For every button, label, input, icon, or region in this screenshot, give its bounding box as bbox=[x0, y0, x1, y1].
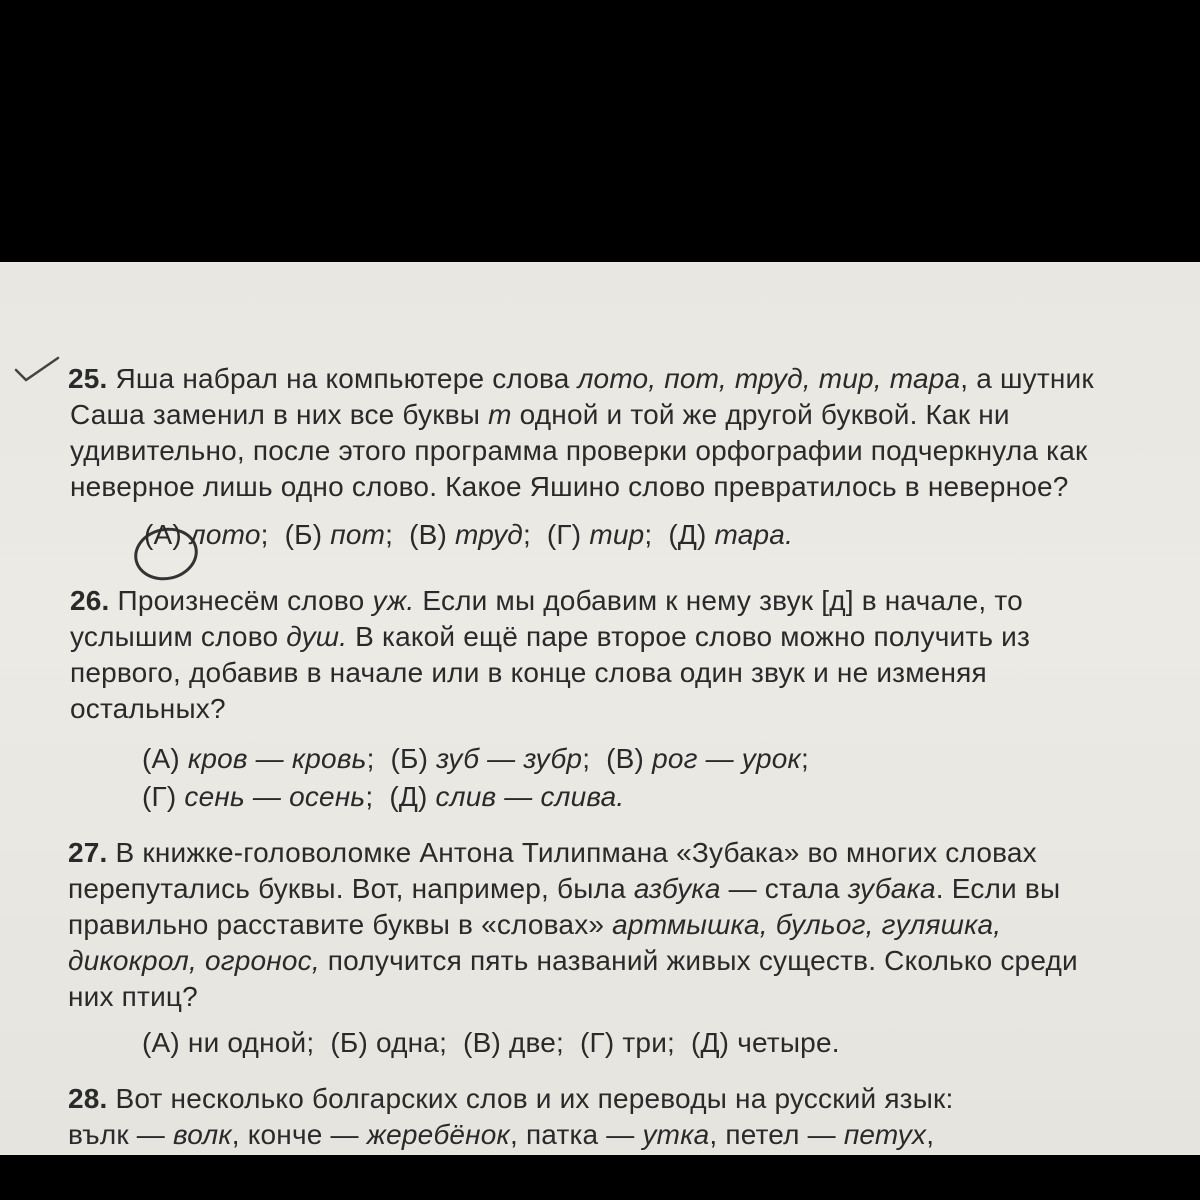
problem-28-line-2: вълк — волк, конче — жеребёнок, патка — утка, петел — петух, bbox=[68, 1119, 935, 1150]
problem-25-line-4: неверное лишь одно слово. Какое Яшино слово превратилось в неверное? bbox=[70, 471, 1069, 502]
problem-26-line-2: услышим слово душ. В какой ещё паре второе слово можно получить из bbox=[70, 621, 1031, 652]
problem-27-line-1: 27. В книжке-головоломке Антона Тилипмана «Зубака» во многих словах bbox=[68, 837, 1037, 868]
problem-27-options: (А) ни одной; (Б) одна; (В) две; (Г) три; (Д) четыре. bbox=[142, 1027, 840, 1058]
problem-26-line-4: остальных? bbox=[70, 693, 226, 724]
problem-25-number: 25. bbox=[68, 363, 108, 394]
problem-25-line-3: удивительно, после этого программа проверки орфографии подчеркнула как bbox=[70, 435, 1088, 466]
problem-26-number: 26. bbox=[70, 585, 110, 616]
problem-26-line-1: 26. Произнесём слово уж. Если мы добавим к нему звук [д] в начале, то bbox=[70, 585, 1023, 616]
problem-26-line-3: первого, добавив в начале или в конце слова один звук и не изменяя bbox=[70, 657, 987, 688]
problem-27-number: 27. bbox=[68, 837, 108, 868]
problem-28-number: 28. bbox=[68, 1083, 108, 1114]
problem-27-line-2: перепутались буквы. Вот, например, была азбука — стала зубака. Если вы bbox=[68, 873, 1061, 904]
checkmark-icon bbox=[12, 354, 60, 384]
problem-27-line-3: правильно расставите буквы в «словах» артмышка, бульог, гуляшка, bbox=[68, 909, 1002, 940]
problem-25-line-1: 25. Яша набрал на компьютере слова лото, пот, труд, тир, тара, а шутник bbox=[68, 363, 1094, 394]
problem-25-line-2: Саша заменил в них все буквы т одной и той же другой буквой. Как ни bbox=[70, 399, 1010, 430]
book-page bbox=[0, 262, 1200, 1155]
problem-27-line-5: них птиц? bbox=[68, 981, 198, 1012]
problem-26-options-row-1: (А) кров — кровь; (Б) зуб — зубр; (В) рог — урок; bbox=[142, 743, 809, 774]
dark-background-bottom bbox=[0, 1155, 1200, 1200]
dark-background-top bbox=[0, 0, 1200, 262]
problem-26-options-row-2: (Г) сень — осень; (Д) слив — слива. bbox=[142, 781, 625, 812]
problem-25-options: (А) лото; (Б) пот; (В) труд; (Г) тир; (Д) тара. bbox=[144, 519, 794, 550]
problem-27-line-4: дикокрол, огронос, получится пять названий живых существ. Сколько среди bbox=[68, 945, 1078, 976]
problem-28-line-1: 28. Вот несколько болгарских слов и их переводы на русский язык: bbox=[68, 1083, 954, 1114]
